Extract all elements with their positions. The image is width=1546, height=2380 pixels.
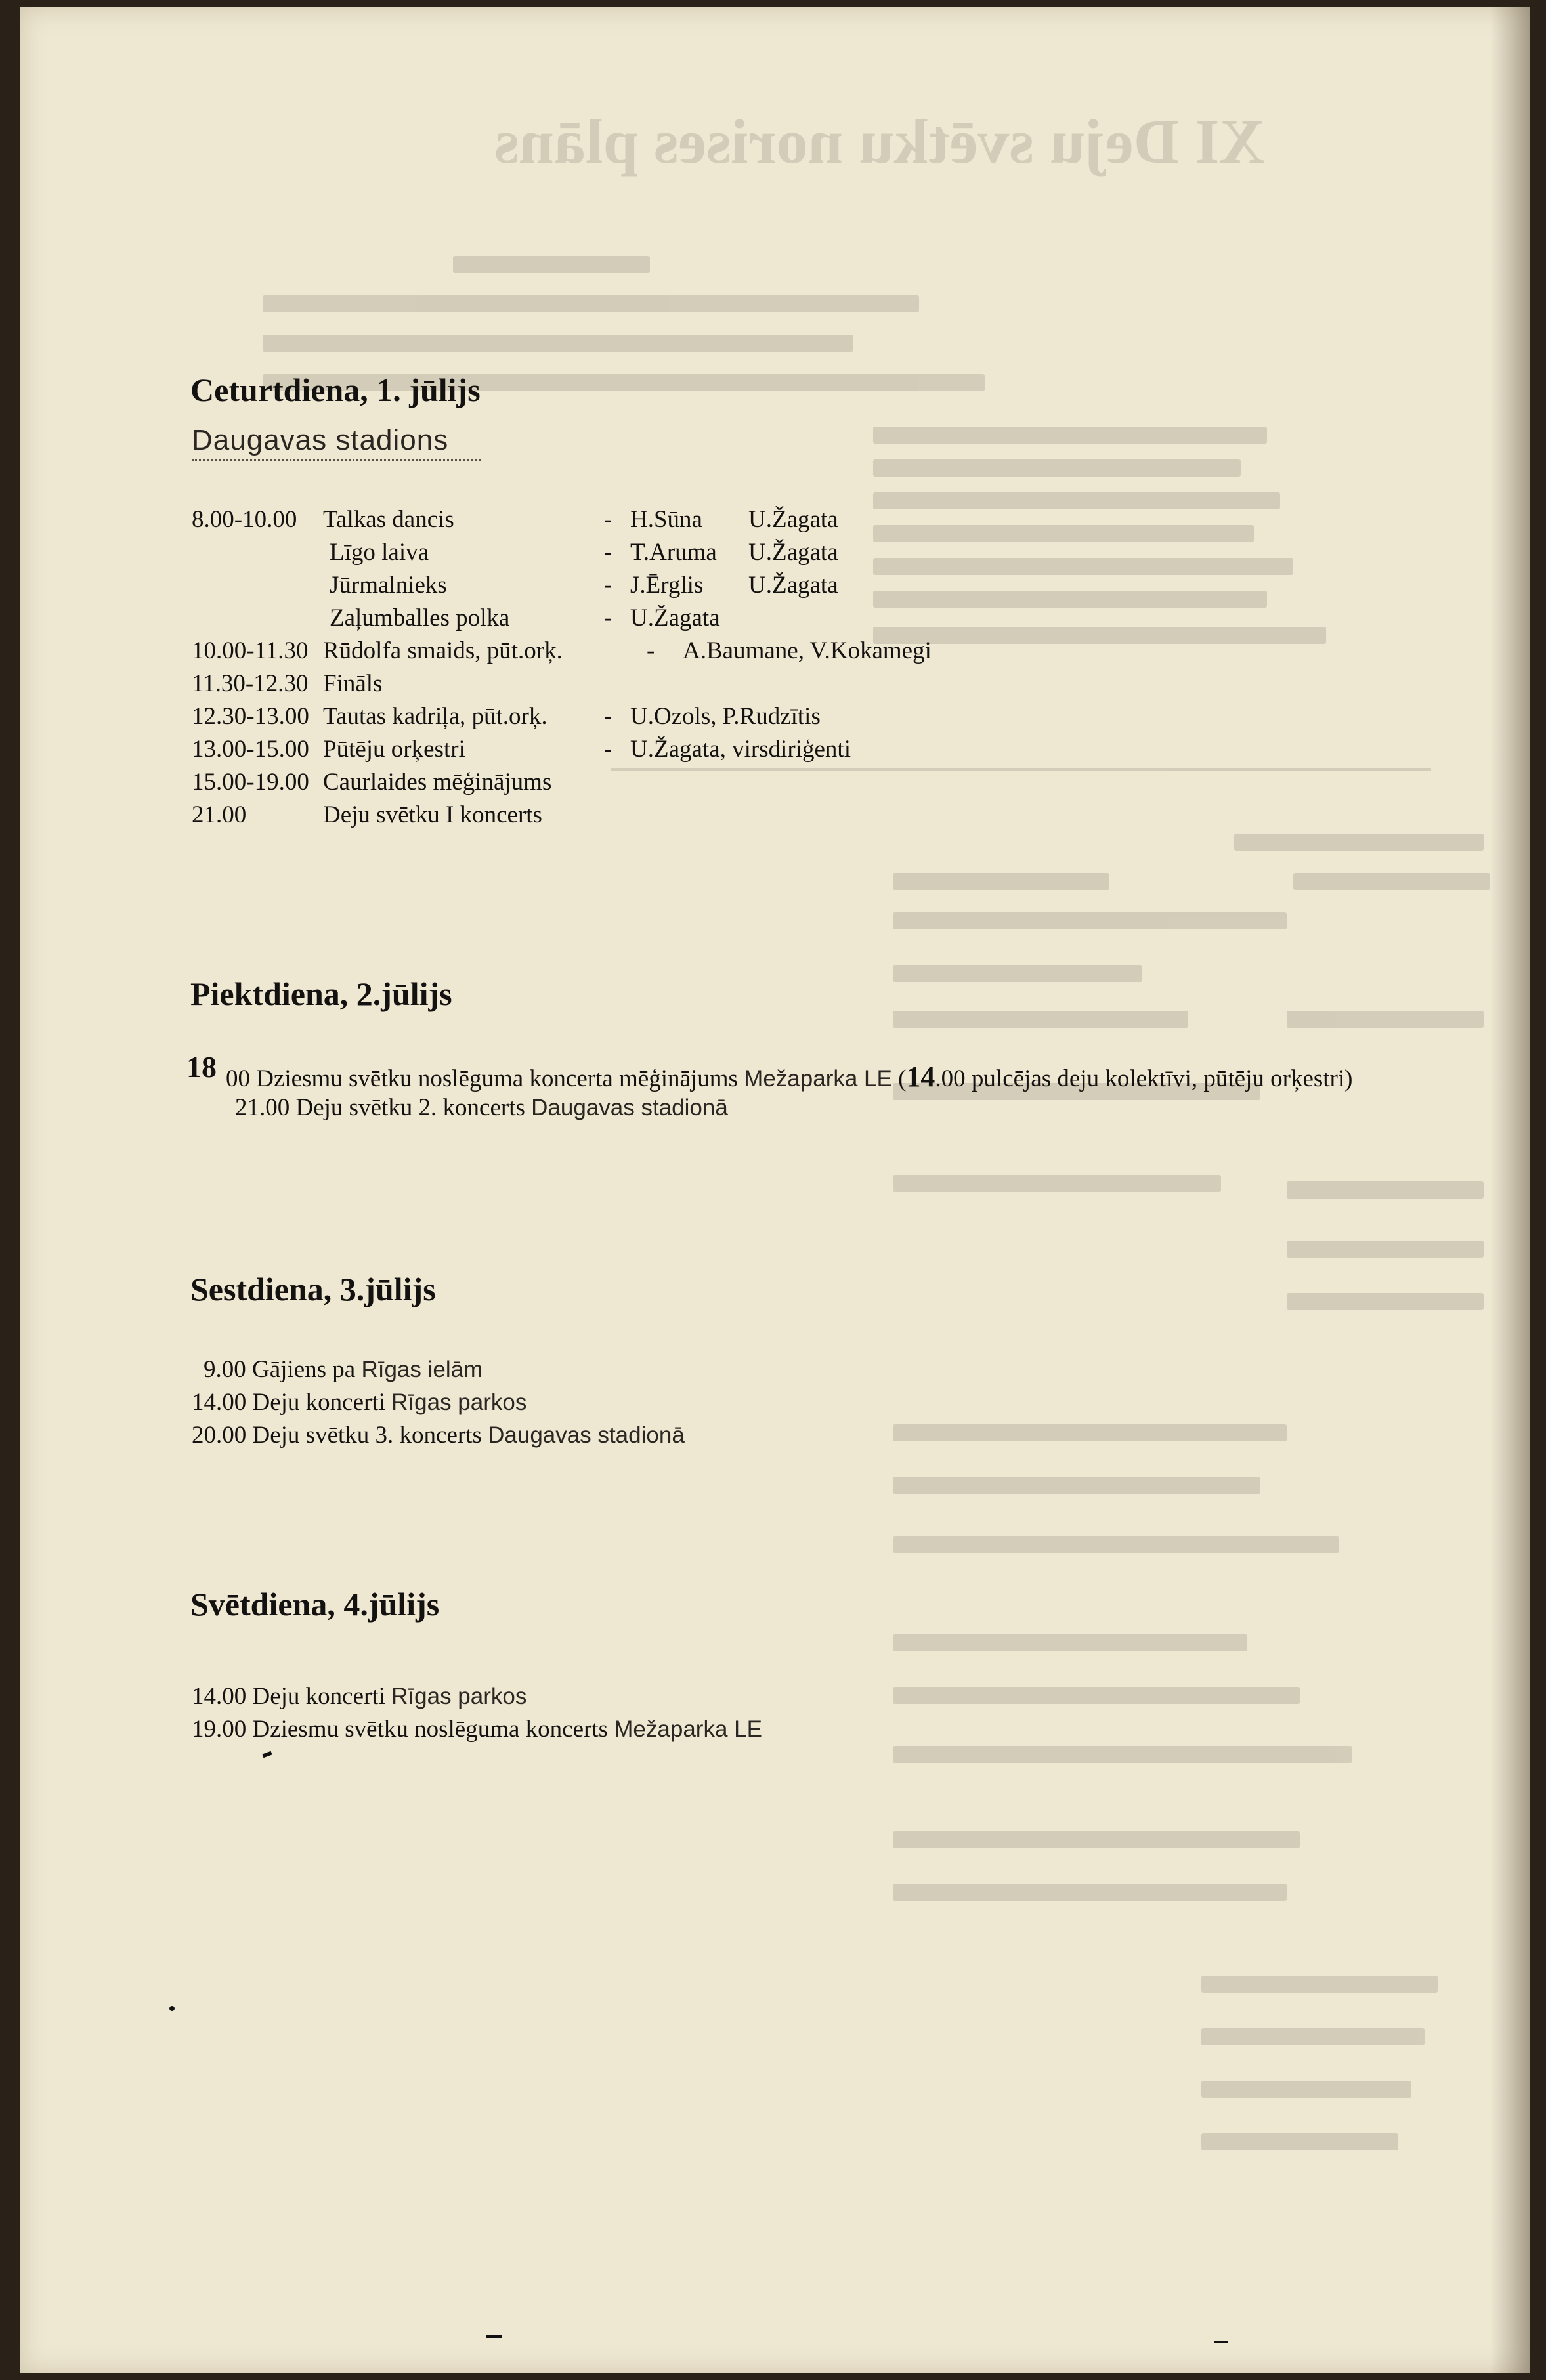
event-time: 14.00 xyxy=(192,1389,247,1416)
event-name: Talkas dancis xyxy=(323,506,454,533)
saturday-row xyxy=(192,1388,526,1416)
event-name: Zaļumballes polka xyxy=(330,605,510,631)
dash-separator: - xyxy=(604,605,612,631)
sunday-heading: Svētdiena, 4.jūlijs xyxy=(190,1586,440,1623)
choreographer-name: H.Sūna xyxy=(630,506,702,533)
event-name: Jūrmalnieks xyxy=(330,572,447,599)
friday-concert-venue: Daugavas stadionā xyxy=(531,1095,728,1120)
saturday-row xyxy=(192,1421,685,1449)
event-name: Deju svētku I koncerts xyxy=(323,801,542,828)
event-name: Deju koncerti xyxy=(252,1389,385,1416)
thursday-venue: Daugavas stadions xyxy=(192,424,449,456)
arranger-name: U.Žagata xyxy=(748,572,838,599)
thursday-heading: Ceturtdiena, 1. jūlijs xyxy=(190,372,481,408)
arranger-name: U.Žagata xyxy=(748,539,838,566)
ink-speck xyxy=(262,1751,272,1758)
dash-separator: - xyxy=(647,637,655,664)
event-name: Deju svētku 3. koncerts xyxy=(252,1422,482,1449)
event-venue: Rīgas ielām xyxy=(361,1357,483,1382)
event-time: 15.00-19.00 xyxy=(192,769,309,796)
friday-heading: Piektdiena, 2.jūlijs xyxy=(190,975,452,1012)
event-venue: Rīgas parkos xyxy=(391,1684,527,1709)
friday-paren: ( xyxy=(898,1065,907,1092)
dash-separator: - xyxy=(604,572,612,599)
event-time: 8.00-10.00 xyxy=(192,506,297,533)
dash-separator: - xyxy=(604,703,612,730)
event-name: Gājiens pa xyxy=(252,1356,356,1383)
event-name: Tautas kadriļa, pūt.orķ. xyxy=(323,703,548,730)
friday-rehearsal-text: 00 Dziesmu svētku noslēguma koncerta mēģinājums xyxy=(226,1065,738,1092)
event-time: 19.00 xyxy=(192,1716,247,1743)
event-time: 13.00-15.00 xyxy=(192,736,309,763)
document-page xyxy=(20,7,1530,2373)
bleed-through-title: XI Deju svētku norises plāns xyxy=(494,106,1265,177)
friday-gathering-text: .00 pulcējas deju kolektīvi, pūtēju orķestri) xyxy=(935,1065,1353,1092)
event-name: Rūdolfa smaids, pūt.orķ. xyxy=(323,637,563,664)
friday-line-2 xyxy=(235,1094,728,1122)
friday-rehearsal-venue: Mežaparka LE xyxy=(744,1066,892,1092)
sunday-row xyxy=(192,1682,526,1711)
event-name: Deju koncerti xyxy=(252,1683,385,1710)
choreographer-name: U.Ozols, P.Rudzītis xyxy=(630,703,821,730)
event-venue: Rīgas parkos xyxy=(391,1390,527,1415)
ink-speck xyxy=(486,2335,502,2338)
schedule-content xyxy=(20,7,1530,2373)
dash-separator: - xyxy=(604,539,612,566)
saturday-heading: Sestdiena, 3.jūlijs xyxy=(190,1271,436,1307)
event-time: 12.30-13.00 xyxy=(192,703,309,730)
dash-separator: - xyxy=(604,736,612,763)
event-time: 14.00 xyxy=(192,1683,247,1710)
venue-underline xyxy=(192,459,481,463)
arranger-name: U.Žagata xyxy=(748,506,838,533)
event-name: Pūtēju orķestri xyxy=(323,736,465,763)
choreographer-name: J.Ērglis xyxy=(630,572,704,599)
event-name: Caurlaides mēģinājums xyxy=(323,769,552,796)
event-venue: Daugavas stadionā xyxy=(488,1422,685,1448)
handwritten-correction: 18 xyxy=(186,1050,217,1084)
choreographer-name: U.Žagata, virsdiriģenti xyxy=(630,736,851,763)
event-name: Līgo laiva xyxy=(330,539,429,566)
event-time: 20.00 xyxy=(192,1422,247,1449)
event-time: 9.00 xyxy=(204,1356,246,1383)
choreographer-name: A.Baumane, V.Kokamegi xyxy=(683,637,932,664)
handwritten-correction: 14 xyxy=(906,1061,935,1093)
ink-speck xyxy=(1214,2341,1228,2343)
sunday-row xyxy=(192,1715,762,1743)
event-time: 11.30-12.30 xyxy=(192,670,309,697)
saturday-row xyxy=(204,1355,483,1384)
choreographer-name: U.Žagata xyxy=(630,605,720,631)
ink-speck xyxy=(169,2006,175,2011)
event-time: 21.00 xyxy=(192,801,247,828)
event-time: 10.00-11.30 xyxy=(192,637,309,664)
event-venue: Mežaparka LE xyxy=(614,1716,762,1742)
event-name: Dziesmu svētku noslēguma koncerts xyxy=(252,1716,609,1743)
dash-separator: - xyxy=(604,506,612,533)
choreographer-name: T.Aruma xyxy=(630,539,717,566)
event-name: Fināls xyxy=(323,670,383,697)
friday-concert-text: 21.00 Deju svētku 2. koncerts xyxy=(235,1094,525,1121)
